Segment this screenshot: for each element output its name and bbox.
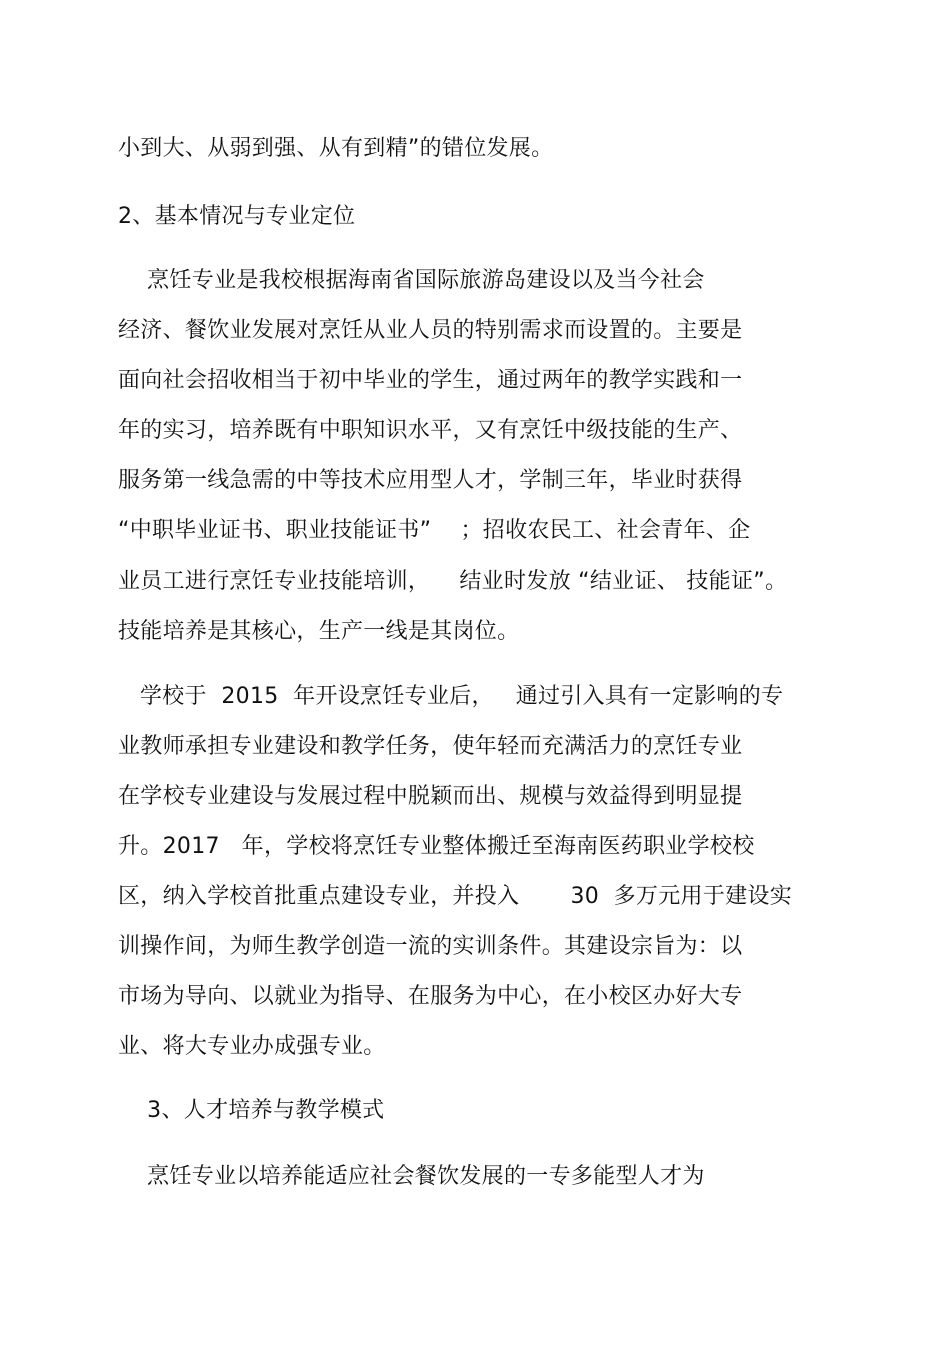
section-heading-2: 2、基本情况与专业定位 (118, 204, 356, 229)
text-line-10: 技能培养是其核心，生产一线是其岗位。 (118, 619, 520, 644)
text-line-9: 业员工进行烹饪专业技能培训， 结业时发放 “结业证、 技能证”。 (118, 569, 788, 594)
text-line-6: 年的实习，培养既有中职知识水平，又有烹饪中级技能的生产、 (118, 418, 743, 443)
text-line-20: 烹饪专业以培养能适应社会餐饮发展的一专多能型人才为 (118, 1164, 705, 1189)
text-line-7: 服务第一线急需的中等技术应用型人才，学制三年，毕业时获得 (118, 468, 743, 493)
text-line-3: 烹饪专业是我校根据海南省国际旅游岛建设以及当今社会 (118, 268, 705, 293)
text-line-14: 升。2017 年，学校将烹饪专业整体搬迁至海南医药职业学校校 (118, 834, 755, 859)
text-line-11: 学校于 2015 年开设烹饪专业后， 通过引入具有一定影响的专 (118, 684, 784, 709)
section-heading-3: 3、人才培养与教学模式 (118, 1098, 385, 1123)
text-line-8: “中职毕业证书、职业技能证书” ；招收农民工、社会青年、企 (118, 518, 751, 543)
text-line-4: 经济、餐饮业发展对烹饪从业人员的特别需求而设置的。主要是 (118, 318, 743, 343)
text-line-13: 在学校专业建设与发展过程中脱颖而出、规模与效益得到明显提 (118, 784, 743, 809)
text-line-1: 小到大、从弱到强、从有到精”的错位发展。 (118, 136, 554, 161)
text-line-15: 区，纳入学校首批重点建设专业，并投入 30 多万元用于建设实 (118, 884, 793, 909)
text-line-16: 训操作间，为师生教学创造一流的实训条件。其建设宗旨为：以 (118, 934, 743, 959)
text-line-18: 业、将大专业办成强专业。 (118, 1034, 386, 1059)
text-line-17: 市场为导向、以就业为指导、在服务为中心，在小校区办好大专 (118, 984, 743, 1009)
text-line-12: 业教师承担专业建设和教学任务，使年轻而充满活力的烹饪专业 (118, 734, 743, 759)
text-line-5: 面向社会招收相当于初中毕业的学生，通过两年的教学实践和一 (118, 368, 743, 393)
